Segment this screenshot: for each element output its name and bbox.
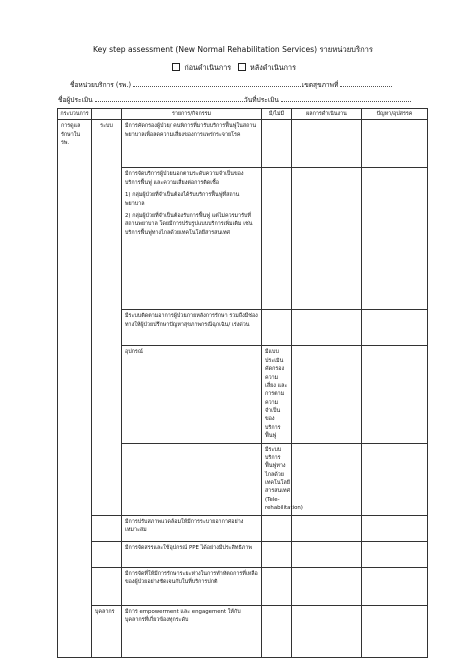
has-cell[interactable]	[262, 310, 292, 346]
col-category	[92, 109, 122, 120]
activity-cell: มีการ empowerment และ engagement ให้กับบุคลากรที่เกี่ยวข้องทุกระดับ	[122, 605, 262, 657]
after-label: หลังดำเนินการ	[250, 63, 296, 72]
process-cell: การดูแลรักษาใน รพ.	[58, 120, 92, 657]
table-row	[58, 567, 428, 605]
result-cell[interactable]	[292, 310, 362, 346]
has-cell[interactable]	[262, 567, 292, 605]
date-field	[244, 94, 411, 105]
col-process: กระบวนการ	[58, 109, 92, 120]
table-header-row	[58, 109, 428, 120]
category-cell	[122, 443, 262, 515]
problem-cell[interactable]	[362, 567, 428, 605]
before-label: ก่อนดำเนินการ	[184, 63, 232, 72]
col-result: ผลการดำเนินงาน	[292, 109, 362, 120]
category-cell: ระบบ	[92, 120, 122, 515]
has-cell[interactable]	[262, 541, 292, 567]
result-cell[interactable]	[292, 120, 362, 168]
before-checkbox[interactable]	[172, 63, 180, 71]
activity-text: 2) กลุ่มผู้ป่วยที่จำเป็นต้องรับการฟื้นฟู แต่ไม่ควรมารับที่สถานพยาบาล โดยมีการปรับรูปแบบบริการเพิ่มเติม เช่น บริการฟื้นฟูทางไกลด้วยเทคโนโลยีสารสนเทศ	[125, 212, 253, 236]
result-cell[interactable]	[292, 168, 362, 310]
col-has: มี/ไม่มี	[262, 109, 292, 120]
assessment-phase-checkboxes	[0, 63, 466, 74]
activity-cell: มีการจัดสรรและใช้อุปกรณ์ PPE ได้อย่างมีประสิทธิภาพ	[122, 541, 262, 567]
result-cell[interactable]	[292, 567, 362, 605]
region-label: เขตสุขภาพที่	[302, 81, 339, 89]
has-cell[interactable]	[262, 605, 292, 657]
activity-cell: มีการปรับสภาพแวดล้อมให้มีการระบายอากาศอย่างเหมาะสม	[122, 515, 262, 541]
has-cell[interactable]	[262, 168, 292, 310]
category-cell	[92, 567, 122, 605]
unit-name-field	[70, 79, 303, 90]
problem-cell[interactable]	[362, 541, 428, 567]
result-cell[interactable]	[362, 346, 428, 443]
table-row	[58, 120, 428, 168]
col-problem: ปัญหา/อุปสรรค	[362, 109, 428, 120]
assessor-blank[interactable]	[95, 95, 245, 102]
table-row	[58, 515, 428, 541]
result-cell[interactable]	[292, 515, 362, 541]
has-cell[interactable]	[262, 515, 292, 541]
after-checkbox[interactable]	[238, 63, 246, 71]
table-row	[58, 605, 428, 657]
problem-cell[interactable]	[362, 310, 428, 346]
category-cell	[92, 515, 122, 541]
activity-cell: มีการจัดที่ให้มีการรักษาระยะห่างในการทำหัตถการที่เหลือของผู้ป่วยอย่างชัดเจนกับในที่บริการปกติ	[122, 567, 262, 605]
result-cell[interactable]	[292, 541, 362, 567]
region-field	[302, 79, 392, 90]
category-cell: อุปกรณ์	[122, 346, 262, 443]
activity-text: มีการจัดบริการผู้ป่วยนอกตามระดับความจำเป็นของบริการฟื้นฟู และความเสี่ยงต่อการติดเชื้อ	[125, 171, 244, 186]
has-cell[interactable]	[262, 120, 292, 168]
category-cell	[92, 541, 122, 567]
activity-text: 1) กลุ่มผู้ป่วยที่จำเป็นต้องได้รับบริการฟื้นฟูที่สถานพยาบาล	[125, 192, 240, 207]
table-row	[58, 541, 428, 567]
assessment-table	[57, 108, 428, 658]
problem-cell[interactable]	[362, 120, 428, 168]
category-cell: บุคลากร	[92, 605, 122, 657]
unit-name-label: ชื่อหน่วยบริการ (รพ.)	[70, 81, 132, 89]
result-cell[interactable]	[362, 443, 428, 515]
activity-cell: มีระบบติดตามอาการผู้ป่วยภายหลังการรักษา รวมถึงมีช่องทางให้ผู้ป่วยปรึกษาปัญหาสุขภาพกรณีฉุกเฉิน/ เร่งด่วน	[122, 310, 262, 346]
region-blank[interactable]	[340, 80, 392, 87]
activity-cell: มีแบบประเมินคัดกรองความเสี่ยง และการตามความจำเป็นของบริการฟื้นฟู	[262, 346, 292, 443]
problem-cell[interactable]	[362, 605, 428, 657]
has-cell[interactable]	[292, 346, 362, 443]
problem-cell[interactable]	[362, 168, 428, 310]
result-cell[interactable]	[292, 605, 362, 657]
col-activity: รายการ/กิจกรรม	[122, 109, 262, 120]
problem-cell[interactable]	[362, 515, 428, 541]
date-blank[interactable]	[281, 95, 411, 102]
activity-cell: มีระบบบริการฟื้นฟูทางไกลด้วยเทคโนโลยีสารสนเทศ (Tele-rehabilitation)	[262, 443, 292, 515]
assessor-label: ชื่อผู้ประเมิน	[58, 96, 93, 104]
activity-cell	[122, 168, 262, 310]
page-title: Key step assessment (New Normal Rehabilitation Services) รายหน่วยบริการ	[92, 45, 374, 54]
unit-name-blank[interactable]	[133, 80, 303, 87]
date-label: วันที่ประเมิน	[244, 96, 279, 104]
activity-cell: มีการคัดกรองผู้ป่วย/ คนพิการที่มารับบริการฟื้นฟูในสถานพยาบาลเพื่อลดความเสี่ยงของการแพร่กระจายโรค	[122, 120, 262, 168]
assessor-field	[58, 94, 245, 105]
